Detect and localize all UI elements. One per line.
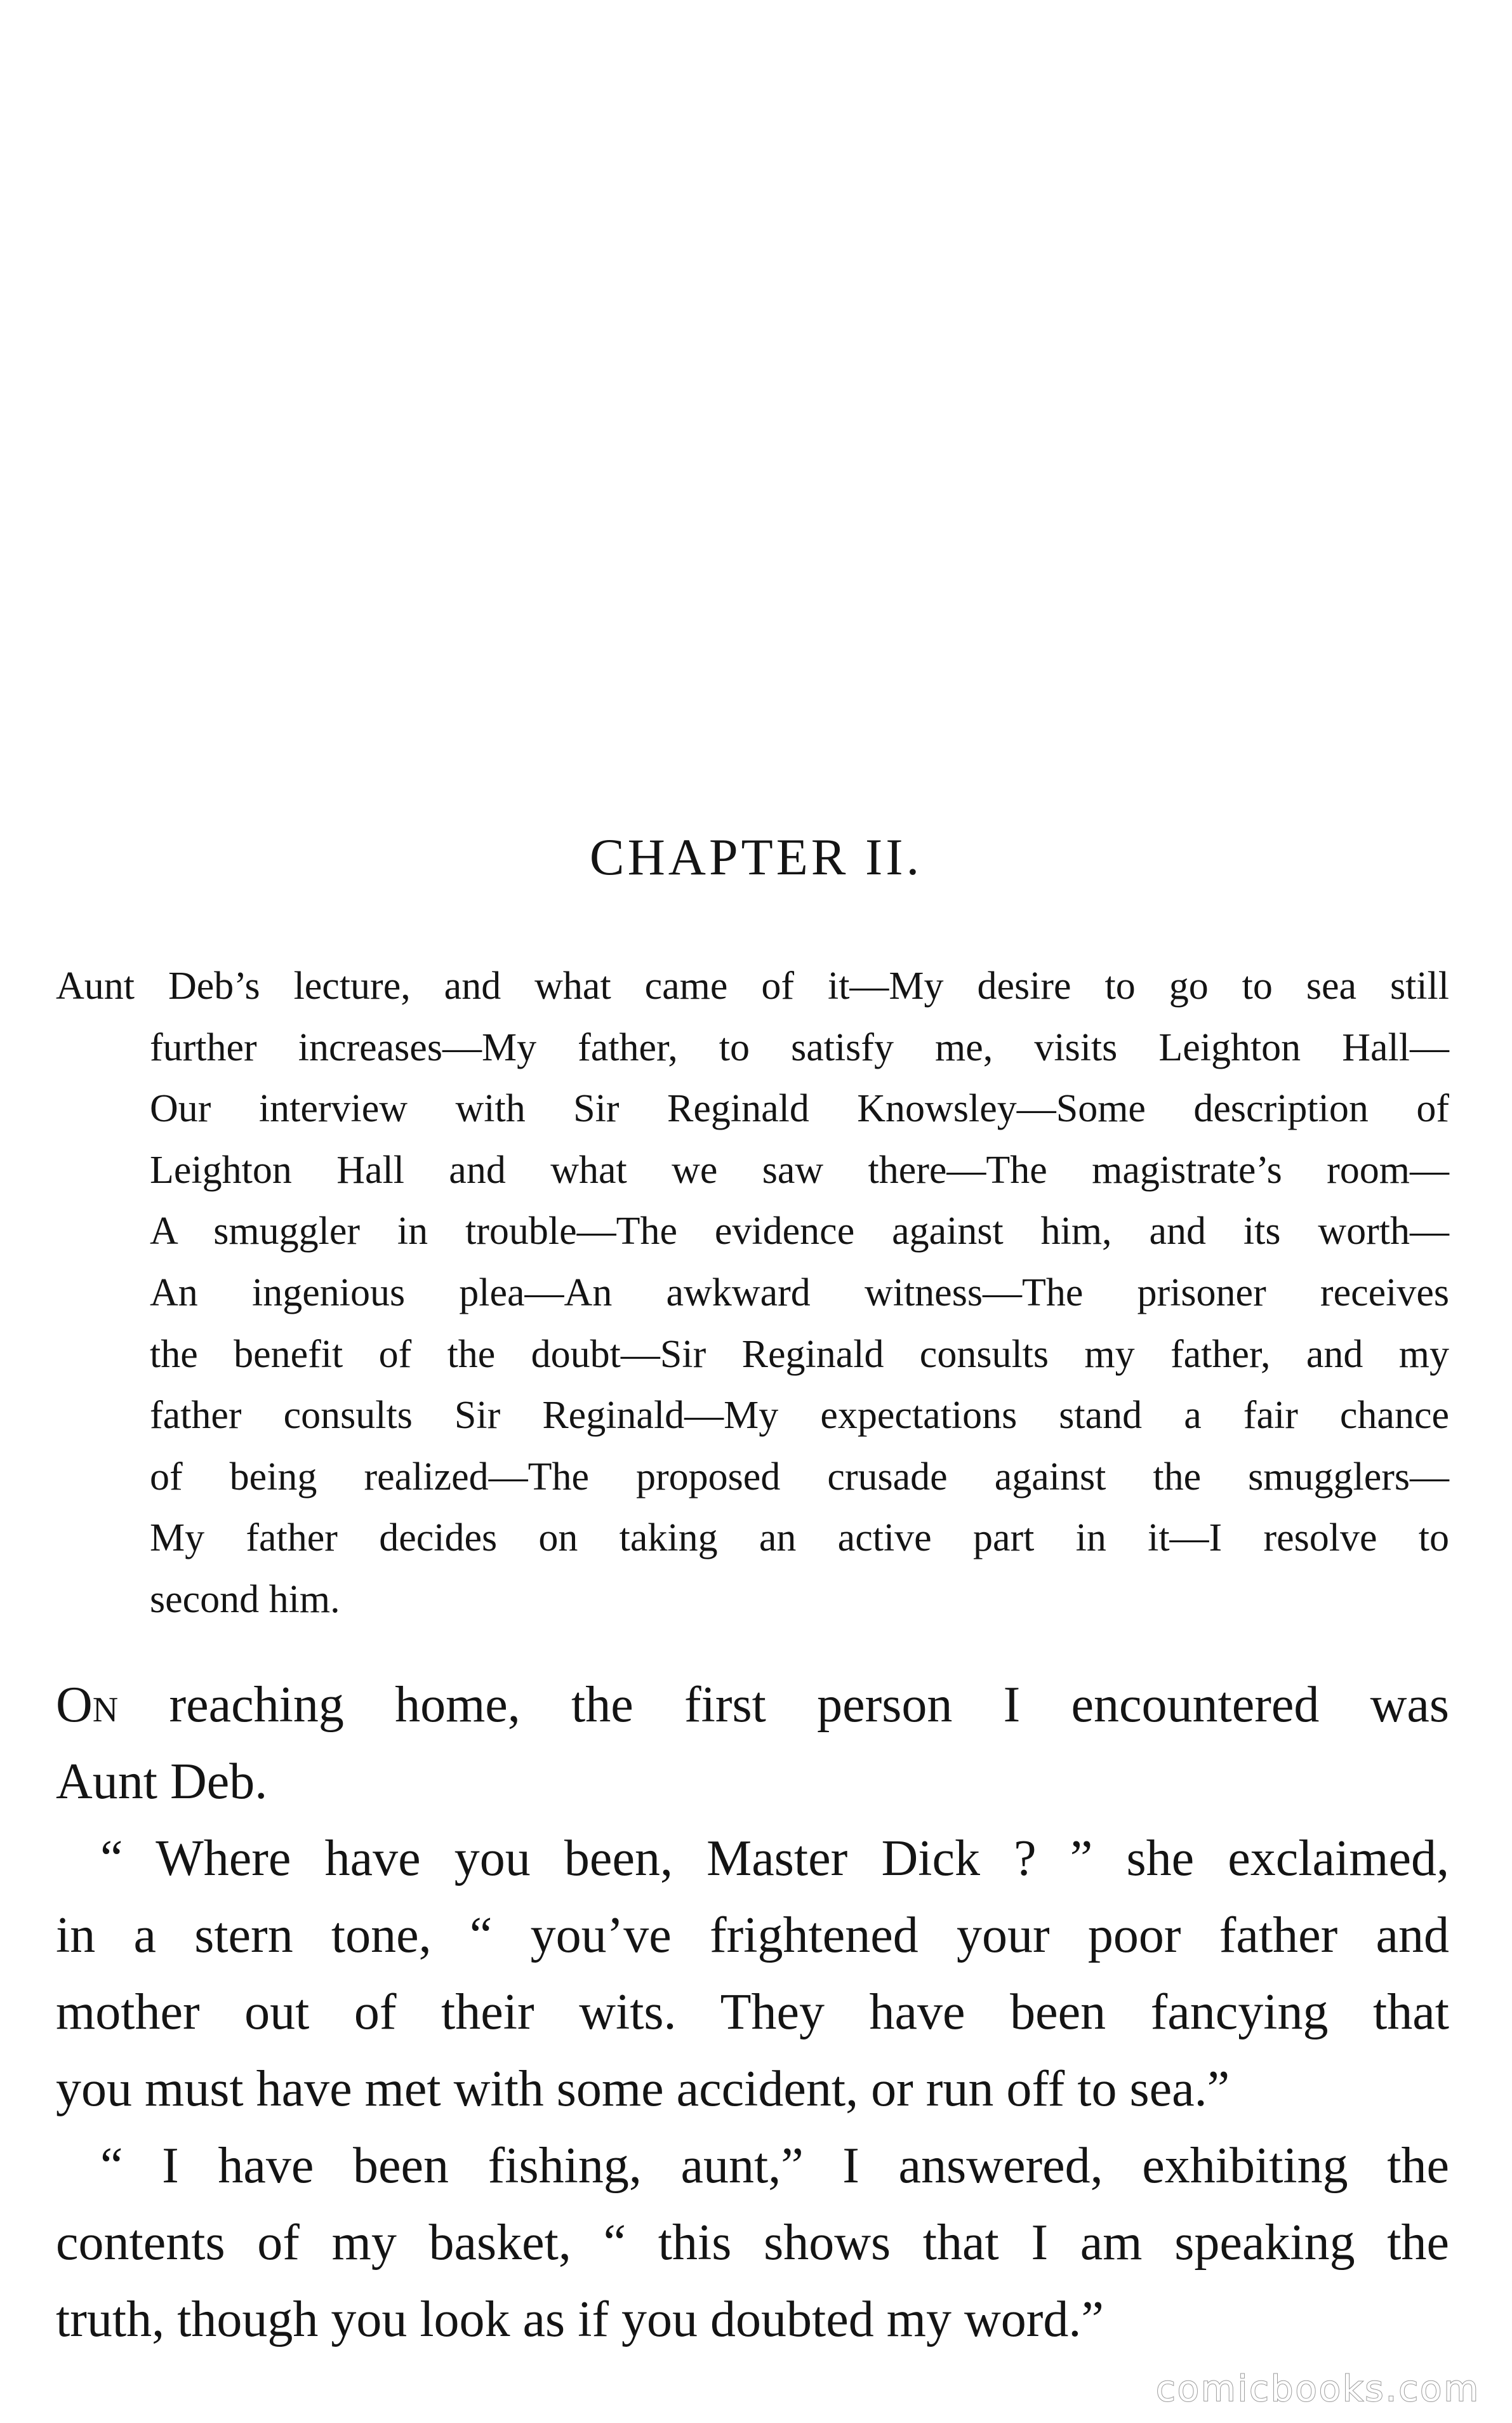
body-line-first	[56, 1667, 1449, 1744]
synopsis-line: the benefit of the doubt—Sir Reginald consults my father, and my	[150, 1332, 1449, 1376]
synopsis-line: My father decides on taking an active part in it—I resolve to	[150, 1516, 1449, 1560]
chapter-body	[56, 1667, 1449, 2358]
synopsis-line: Our interview with Sir Reginald Knowsley—Some description of	[150, 1087, 1449, 1131]
chapter-synopsis	[56, 956, 1449, 1631]
chapter-title: CHAPTER II.	[589, 828, 923, 886]
synopsis-line: Aunt Deb’s lecture, and what came of it—My desire to go to sea still	[56, 965, 1449, 1008]
body-line: in a stern tone, “ you’ve frightened your poor father and	[56, 1907, 1449, 1963]
synopsis-line: second him.	[150, 1577, 340, 1621]
opening-line-rest: reaching home, the first person I encountered was	[169, 1677, 1449, 1733]
synopsis-line: father consults Sir Reginald—My expectations stand a fair chance	[150, 1394, 1449, 1438]
body-line: “ I have been fishing, aunt,” I answered, exhibiting the	[100, 2138, 1449, 2194]
synopsis-line: Leighton Hall and what we saw there—The magistrate’s room—	[150, 1148, 1449, 1192]
synopsis-line: of being realized—The proposed crusade against the smugglers—	[150, 1455, 1449, 1499]
opening-word: On	[56, 1677, 119, 1733]
body-line: contents of my basket, “ this shows that I am speaking the	[56, 2215, 1449, 2271]
body-line: mother out of their wits. They have been fancying that	[56, 1984, 1449, 2040]
body-line: Aunt Deb.	[56, 1754, 268, 1810]
body-line: you must have met with some accident, or run off to sea.”	[56, 2061, 1230, 2117]
site-watermark: comicbooks.com	[1155, 2368, 1480, 2410]
body-line: truth, though you look as if you doubted my word.”	[56, 2292, 1104, 2347]
body-line: “ Where have you been, Master Dick ? ” she exclaimed,	[100, 1831, 1449, 1886]
synopsis-line: further increases—My father, to satisfy me, visits Leighton Hall—	[150, 1025, 1449, 1069]
synopsis-line: A smuggler in trouble—The evidence against him, and its worth—	[150, 1210, 1449, 1253]
synopsis-line: An ingenious plea—An awkward witness—The prisoner receives	[150, 1271, 1449, 1314]
